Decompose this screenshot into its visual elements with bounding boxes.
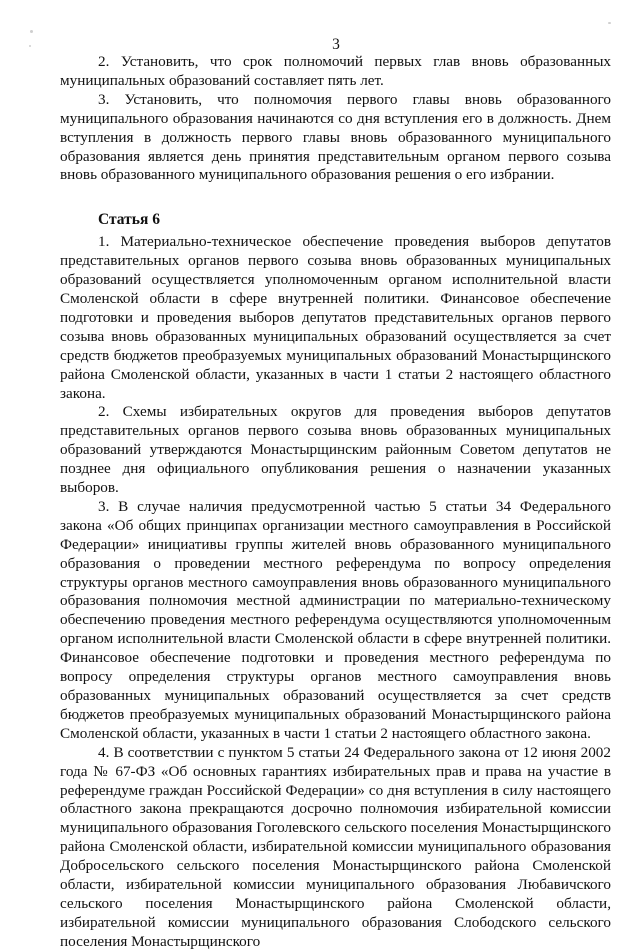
page-number: 3: [332, 36, 340, 53]
paragraph: 3. Установить, что полномочия первого главы вновь образованного муниципального образования начинаются со дня вступления его в должность. Днем вступления в должность первого главы вновь образованного муниципального образования является день принятия представительным органом первого созыва вновь образованного муниципального образования решения о его избрании.: [60, 90, 611, 184]
article-paragraph: 3. В случае наличия предусмотренной частью 5 статьи 34 Федерального закона «Об общих принципах организации местного самоуправления в Российской Федерации» инициативы группы жителей вновь образованного муниципального образования о проведении местного референдума по вопросу определения структуры органов местного самоуправления вновь образованного муниципального образования полномочия местной администрации по материально-техническому обеспечению проведения местного референдума осуществляются уполномоченным органом исполнительной власти Смоленской области в сфере внутренней политики. Финансовое обеспечение подготовки и проведения местного референдума по вопросу определения структуры органов местного самоуправления вновь образованных муниципальных образований осуществляется за счет средств бюджетов преобразуемых муниципальных образований Монастырщинского района Смоленской области, указанных в части 1 статьи 2 настоящего областного закона.: [60, 497, 611, 742]
article-title: Статья 6: [98, 211, 160, 229]
scan-speck: [608, 22, 611, 24]
article-paragraph: 1. Материально-техническое обеспечение проведения выборов депутатов представительных органов первого созыва вновь образованных муниципальных образований осуществляется уполномоченным органом исполнительной власти Смоленской области в сфере внутренней политики. Финансовое обеспечение подготовки и проведения выборов депутатов представительных органов первого созыва вновь образованных муниципальных образований осуществляется за счет средств бюджетов преобразуемых муниципальных образований Монастырщинского района Смоленской области, указанных в части 1 статьи 2 настоящего областного закона.: [60, 233, 611, 402]
scan-speck: [30, 30, 33, 33]
document-body: [60, 53, 611, 952]
article-paragraph: 4. В соответствии с пунктом 5 статьи 24 Федерального закона от 12 июня 2002 года № 67-ФЗ «Об основных гарантиях избирательных прав и права на участие в референдуме граждан Российской Федерации» со дня вступления в силу настоящего областного закона прекращаются досрочно полномочия избирательной комиссии муниципального образования Гоголевского сельского поселения Монастырщинского района Смоленской области, избирательной комиссии муниципального образования Добросельского сельского поселения Монастырщинского района Смоленской области, избирательной комиссии муниципального образования Любавичского сельского поселения Монастырщинского района Смоленской области, избирательной комиссии муниципального образования Слободского сельского поселения Монастырщинского: [60, 743, 611, 950]
article-paragraph: 2. Схемы избирательных округов для проведения выборов депутатов представительных органов первого созыва вновь образованных муниципальных образований утверждаются Монастырщинским районным Советом депутатов не позднее дня официального опубликования решения о назначении указанных выборов.: [60, 403, 611, 497]
spacer: [60, 185, 611, 211]
paragraph: 2. Установить, что срок полномочий первых глав вновь образованных муниципальных образований составляет пять лет.: [60, 53, 611, 89]
